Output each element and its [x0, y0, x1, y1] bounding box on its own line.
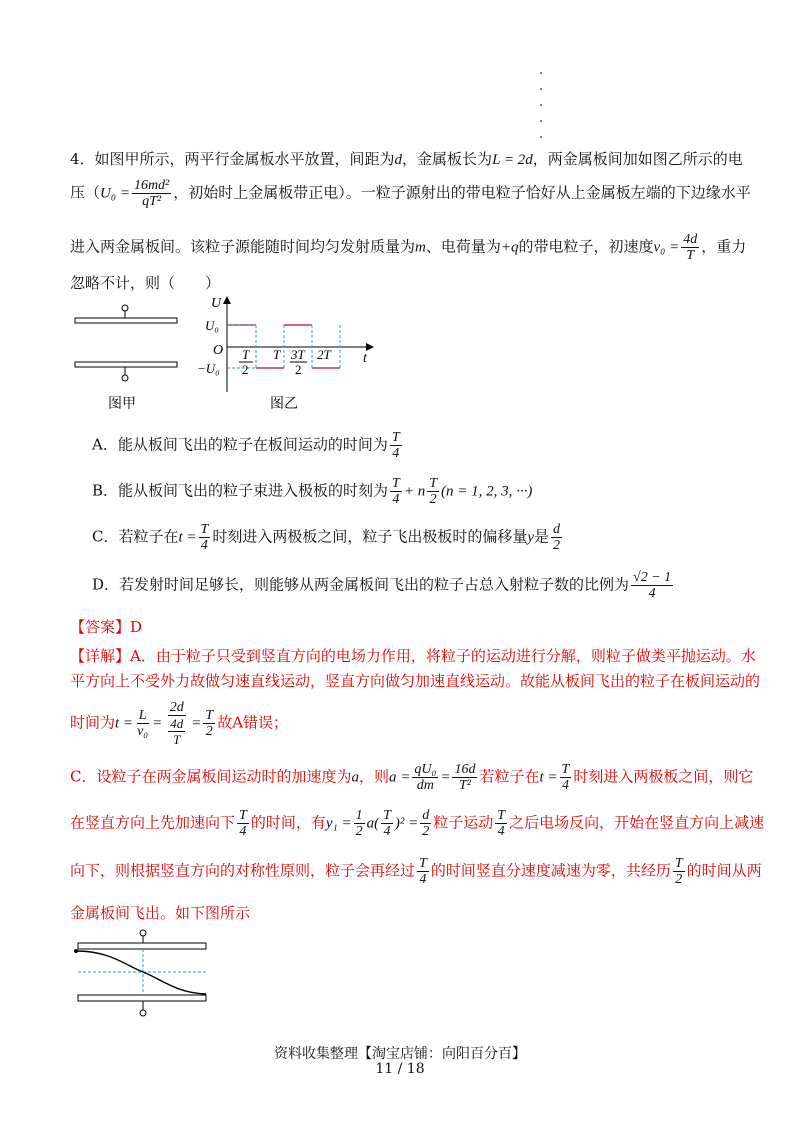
question-line-2: 压（U₀ = $\frac{\text{16md²}}{\text{qT²}}$ ，初始时上金属板带正电）。一粒子源射出的带电粒子恰好从上金属板左端的下边缘水平 [70, 178, 751, 209]
top-terminal [122, 305, 128, 311]
question-line-4: 忽略不计，则（ ） [70, 274, 221, 292]
fig-a-label: 图甲 [108, 397, 136, 412]
top-plate [75, 318, 177, 323]
svg-text:3T: 3T [291, 347, 305, 362]
detail-line-3: 时间为t = $\frac{L}{\text{v₀}}$ = $\frac{2d}{\frac{4d}{T}}$ = $\frac{T}{2}$ 故A错误； [70, 700, 289, 747]
u0-label: U₀ [205, 318, 219, 333]
fig-b-label: 图乙 [270, 397, 298, 412]
neg-u0-label: −U₀ [197, 361, 220, 376]
figure-b [195, 292, 385, 418]
figure-a [70, 298, 190, 418]
svg-text:T: T [273, 347, 281, 362]
bottom-plate [75, 362, 177, 367]
detail-line-2: 平方向上不受外力故做匀速直线运动，竖直方向做匀加速直线运动。故能从板间飞出的粒子在板间运动的 [70, 672, 761, 690]
question-line-1: 4．如图甲所示，两平行金属板水平放置，间距为d，金属板长为L = 2d，两金属板间加如图乙所示的电 [70, 150, 743, 168]
svg-text:2T: 2T [317, 347, 331, 362]
top-dots [540, 72, 544, 142]
origin-label: O [213, 343, 224, 358]
option-b[interactable]: B．能从板间飞出的粒子束进入极板的时刻为 $\frac{T}{4}$ + n $\frac{T}{2}$ (n = 1, 2, 3, ···) [92, 476, 533, 507]
bottom-terminal [122, 375, 128, 381]
answer-label: 【答案】D [70, 618, 143, 636]
detail-line-1: 【详解】A．由于粒子只受到竖直方向的电场力作用，将粒子的运动进行分解，则粒子做类平抛运动。水 [70, 647, 756, 665]
footer-source: 资料收集整理【淘宝店铺：向阳百分百】 [274, 1046, 526, 1062]
svg-text:2: 2 [242, 362, 249, 377]
c-line-3: 向下，则根据竖直方向的对称性原则，粒子会再经过 $\frac{T}{4}$ 的时间竖直分速度减速为零，共经历 $\frac{T}{2}$ 的时间从两 [70, 856, 762, 887]
question-line-3: 进入两金属板间。该粒子源能随时间均匀发射质量为m、电荷量为+q的带电粒子，初速度v₀ = $\frac{4d}{T}$ ，重力 [70, 232, 747, 263]
c-line-2: 在竖直方向上先加速向下 $\frac{T}{4}$ 的时间，有y₁ = $\frac{1}{2}$ a( $\frac{T}{4}$ )² = $\frac{d}{2}$ 粒子运动 $\frac{T}{4}$ 之后电场反向，开始在竖直方向上减速 [70, 808, 765, 839]
svg-text:T: T [242, 347, 250, 362]
axis-t-label: t [363, 351, 367, 366]
trajectory-figure [70, 925, 220, 1025]
option-a[interactable]: A．能从板间飞出的粒子在板间运动的时间为 $\frac{T}{4}$ [92, 430, 400, 461]
option-c[interactable]: C．若粒子在t = $\frac{T}{4}$ 时刻进入两极板之间，粒子飞出极板时的偏移量y是 $\frac{d}{2}$ [92, 522, 561, 553]
c-line-4: 金属板间飞出。如下图所示 [70, 904, 251, 922]
bottom-plate [78, 995, 206, 1001]
c-line-1: C．设粒子在两金属板间运动时的加速度为a，则a = $\frac{\text{qU₀}}{dm}$ = $\frac{16d}{\text{T²}}$ 若粒子在t = $\frac{T}{4}$ 时刻进入两极板之间，则它 [70, 762, 754, 793]
axis-u-label: U [211, 296, 222, 311]
page-number: 11 / 18 [375, 1061, 425, 1077]
option-d[interactable]: D．若发射时间足够长，则能够从两金属板间飞出的粒子占总入射粒子数的比例为 $\frac{√2 - 1}{4}$ [92, 570, 672, 601]
top-plate [78, 943, 206, 949]
svg-text:2: 2 [295, 362, 302, 377]
